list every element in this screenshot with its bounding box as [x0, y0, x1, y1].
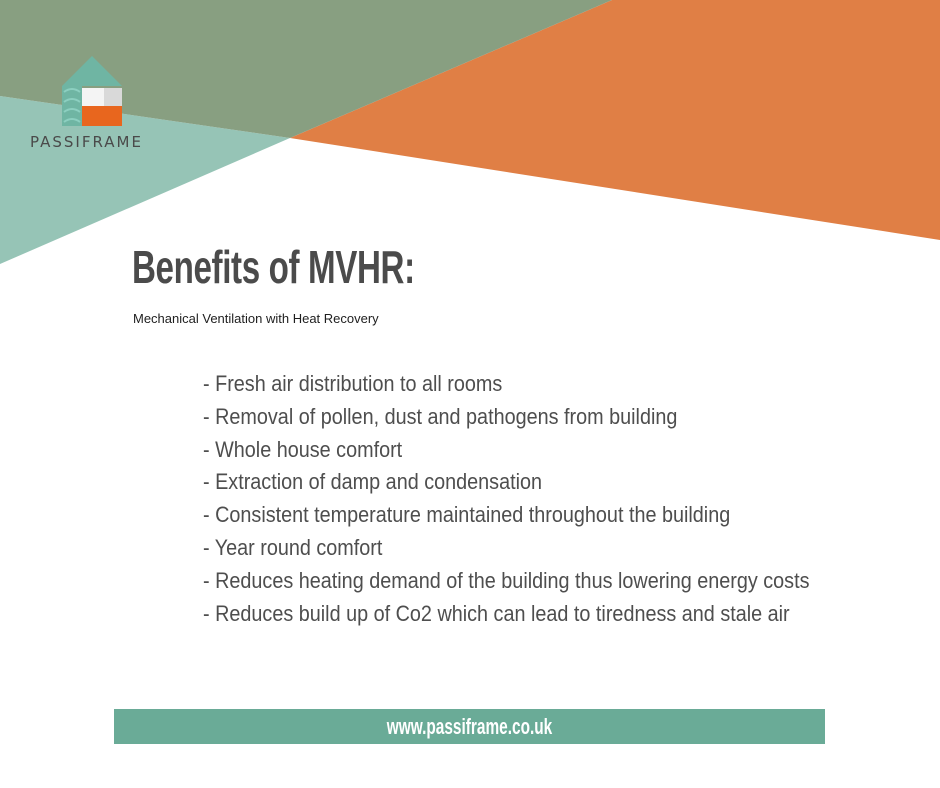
- list-item: - Extraction of damp and condensation: [203, 469, 543, 495]
- page-subtitle: Mechanical Ventilation with Heat Recovery: [133, 311, 379, 326]
- list-item: - Year round comfort: [203, 534, 383, 560]
- footer-bar: [114, 709, 825, 744]
- list-item: - Reduces build up of Co2 which can lead to tiredness and stale air: [203, 600, 790, 626]
- list-item: - Reduces heating demand of the building thus lowering energy costs: [203, 567, 810, 593]
- website-link[interactable]: www.passiframe.co.uk: [386, 714, 553, 739]
- page-title: Benefits of MVHR:: [132, 241, 415, 293]
- list-item: - Whole house comfort: [203, 436, 403, 462]
- list-item: - Consistent temperature maintained throughout the building: [203, 502, 731, 528]
- benefits-list: [203, 368, 877, 630]
- logo-wordmark: PASSIFRAME: [30, 133, 143, 151]
- list-item: - Fresh air distribution to all rooms: [203, 371, 503, 396]
- list-item: - Removal of pollen, dust and pathogens from building: [203, 403, 678, 429]
